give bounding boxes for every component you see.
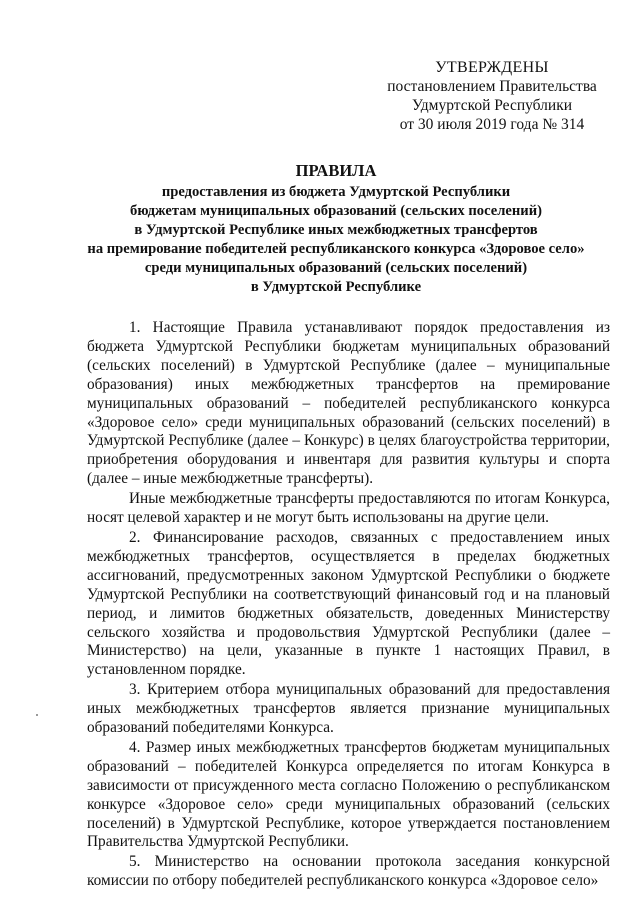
scan-speck <box>36 714 38 716</box>
heading-line-4: на премирование победителей республиканского конкурса «Здоровое село» <box>87 241 585 257</box>
document-heading <box>60 161 612 297</box>
heading-line-2: бюджетам муниципальных образований (сельских поселений) <box>130 203 542 219</box>
paragraph-2: 2. Финансирование расходов, связанных с предоставлением иных межбюджетных трансфертов, осуществляется в пределах бюджетных ассигнований, предусмотренных законом Удмуртской Республики о бюджете Удмуртской Республики на соответствующий финансовый год и на плановый период, и лимитов бюджетных обязательств, доведенных Министерству сельского хозяйства и продовольствия Удмуртской Республики (далее – Министерство) на цели, указанные в пункте 1 настоящих Правил, в установленном порядке. <box>87 528 610 679</box>
paragraph-5: 5. Министерство на основании протокола заседания конкурсной комиссии по отбору победителей республиканского конкурса «Здоровое село» <box>87 853 610 890</box>
paragraph-1: 1. Настоящие Правила устанавливают порядок предоставления из бюджета Удмуртской Республики бюджетам муниципальных образований (сельских поселений) в Удмуртской Республике (далее – муниципальные образования) иных межбюджетных трансфертов на премирование муниципальных образований – победителей республиканского конкурса «Здоровое село» среди муниципальных образований (сельских поселений) в Удмуртской Республике (далее – Конкурс) в целях благоустройства территории, приобретения оборудования и инвентаря для развития культуры и спорта (далее – иные межбюджетные трансферты). <box>87 319 610 488</box>
paragraph-1-note: Иные межбюджетные трансферты предоставляются по итогам Конкурса, носят целевой характер и не могут быть использованы на другие цели. <box>87 490 610 527</box>
paragraph-3: 3. Критерием отбора муниципальных образований для предоставления иных межбюджетных трансфертов является признание муниципальных образований победителями Конкурса. <box>87 681 610 737</box>
approval-line-1: постановлением Правительства <box>387 78 597 95</box>
heading-line-3: в Удмуртской Республике иных межбюджетных трансфертов <box>134 222 538 238</box>
approval-line-3: от 30 июля 2019 года № 314 <box>399 116 585 133</box>
approval-title: УТВЕРЖДЕНЫ <box>435 59 549 76</box>
paragraph-4: 4. Размер иных межбюджетных трансфертов бюджетам муниципальных образований – победителей Конкурса определяется по итогам Конкурса в зависимости от присужденного места согласно Положению о республиканском конкурсе «Здоровое село» среди муниципальных образований (сельских поселений) в Удмуртской Республике, которое утверждается постановлением Правительства Удмуртской Республики. <box>87 738 610 851</box>
document-body <box>87 319 610 891</box>
heading-line-1: предоставления из бюджета Удмуртской Республики <box>161 184 511 200</box>
approval-stamp <box>372 58 612 134</box>
heading-line-5: среди муниципальных образований (сельских поселений) <box>144 260 528 276</box>
approval-line-2: Удмуртской Республики <box>411 97 573 114</box>
heading-line-6: в Удмуртской Республике <box>250 279 422 295</box>
document-title: ПРАВИЛА <box>295 161 377 180</box>
